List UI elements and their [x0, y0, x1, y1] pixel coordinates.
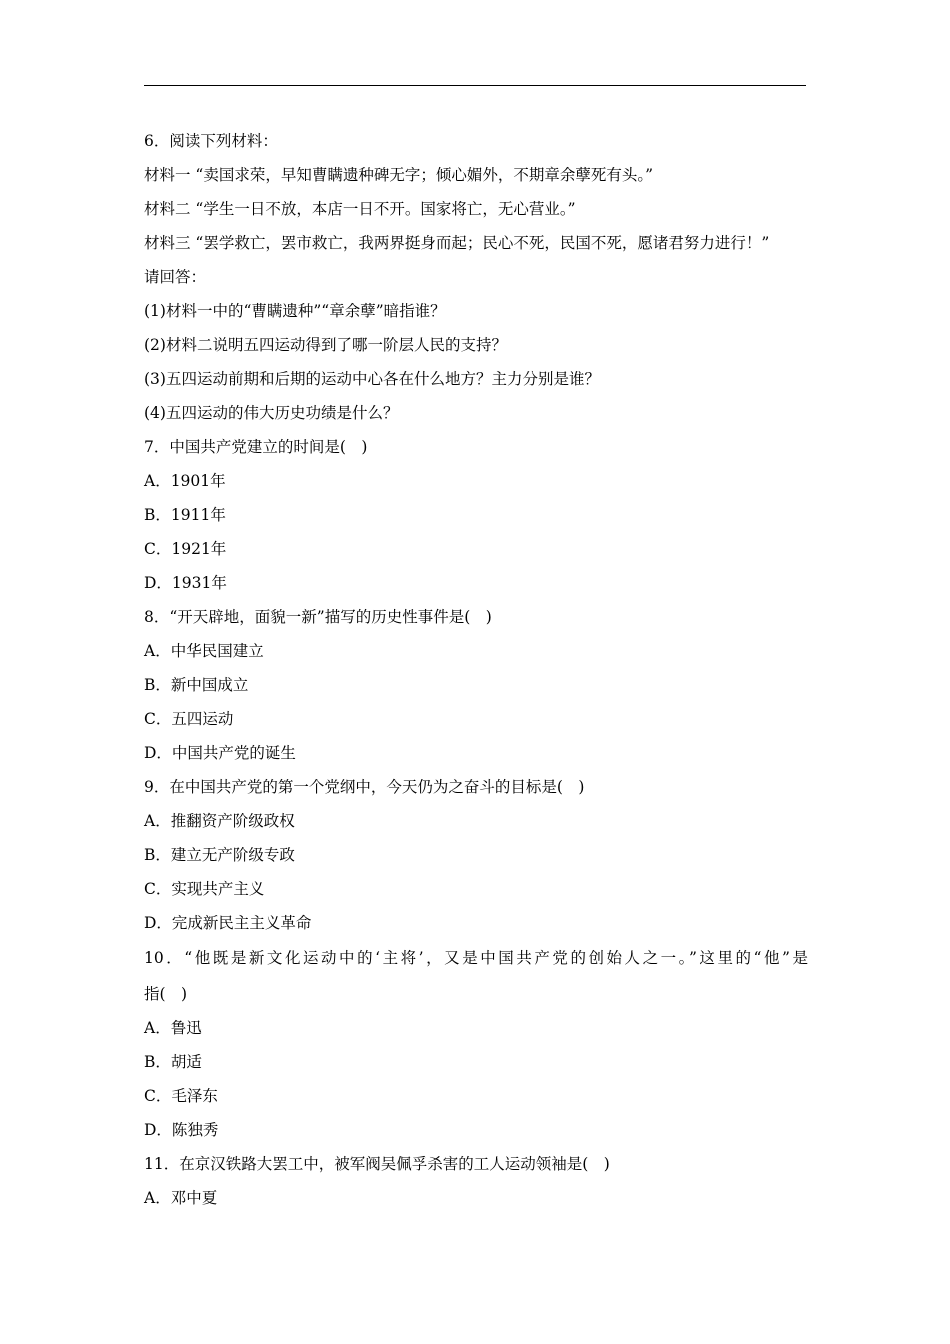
question-9-stem: 9．在中国共产党的第一个党纲中，今天仍为之奋斗的目标是( ) [144, 778, 585, 796]
question-10 [144, 940, 808, 1147]
header-rule [144, 85, 806, 86]
question-8-option-b: B．新中国成立 [144, 676, 249, 694]
question-10-option-d: D．陈独秀 [144, 1121, 219, 1139]
question-8-stem: 8．“开天辟地，面貌一新”描写的历史性事件是( ) [144, 608, 492, 626]
material-1: 材料一 “卖国求荣，早知曹瞒遗种碑无字；倾心媚外，不期章余孽死有头。” [144, 166, 654, 184]
question-8-option-d: D．中国共产党的诞生 [144, 744, 296, 762]
document-body [144, 124, 808, 1215]
question-9 [144, 770, 808, 940]
question-11-stem: 11．在京汉铁路大罢工中，被军阀吴佩孚杀害的工人运动领袖是( ) [144, 1155, 610, 1173]
question-8-option-a: A．中华民国建立 [144, 642, 264, 660]
question-10-option-a: A．鲁迅 [144, 1019, 202, 1037]
question-7-stem: 7．中国共产党建立的时间是( ) [144, 438, 368, 456]
question-9-option-d: D．完成新民主主义革命 [144, 914, 312, 932]
question-6-stem: 6．阅读下列材料： [144, 132, 278, 150]
question-10-option-c: C．毛泽东 [144, 1087, 218, 1105]
question-10-stem-line-2: 指( ) [144, 985, 188, 1003]
question-7-option-c: C．1921年 [144, 540, 227, 558]
question-7-option-b: B．1911年 [144, 506, 226, 524]
answer-prompt: 请回答： [144, 268, 207, 286]
material-2: 材料二 “学生一日不放，本店一日不开。国家将亡，无心营业。” [144, 200, 576, 218]
question-6 [144, 124, 808, 430]
question-9-option-b: B．建立无产阶级专政 [144, 846, 295, 864]
material-3: 材料三 “罢学救亡，罢市救亡，我两界挺身而起；民心不死，民国不死，愿诸君努力进行！” [144, 234, 770, 252]
sub-question-3: (3)五四运动前期和后期的运动中心各在什么地方？主力分别是谁？ [144, 370, 600, 388]
question-7 [144, 430, 808, 600]
question-8 [144, 600, 808, 770]
question-9-option-c: C．实现共产主义 [144, 880, 265, 898]
sub-question-2: (2)材料二说明五四运动得到了哪一阶层人民的支持？ [144, 336, 507, 354]
question-8-option-c: C．五四运动 [144, 710, 234, 728]
question-7-option-d: D．1931年 [144, 574, 227, 592]
question-9-option-a: A．推翻资产阶级政权 [144, 812, 295, 830]
sub-question-4: (4)五四运动的伟大历史功绩是什么？ [144, 404, 399, 422]
question-7-option-a: A．1901年 [144, 472, 226, 490]
question-10-stem-line-1: 10．“他既是新文化运动中的‘主将’，又是中国共产党的创始人之一。”这里的“他”是 [144, 949, 808, 967]
question-11 [144, 1147, 808, 1215]
question-11-option-a: A．邓中夏 [144, 1189, 218, 1207]
question-10-option-b: B．胡适 [144, 1053, 202, 1071]
sub-question-1: (1)材料一中的“曹瞒遗种”“章余孽”暗指谁？ [144, 302, 446, 320]
